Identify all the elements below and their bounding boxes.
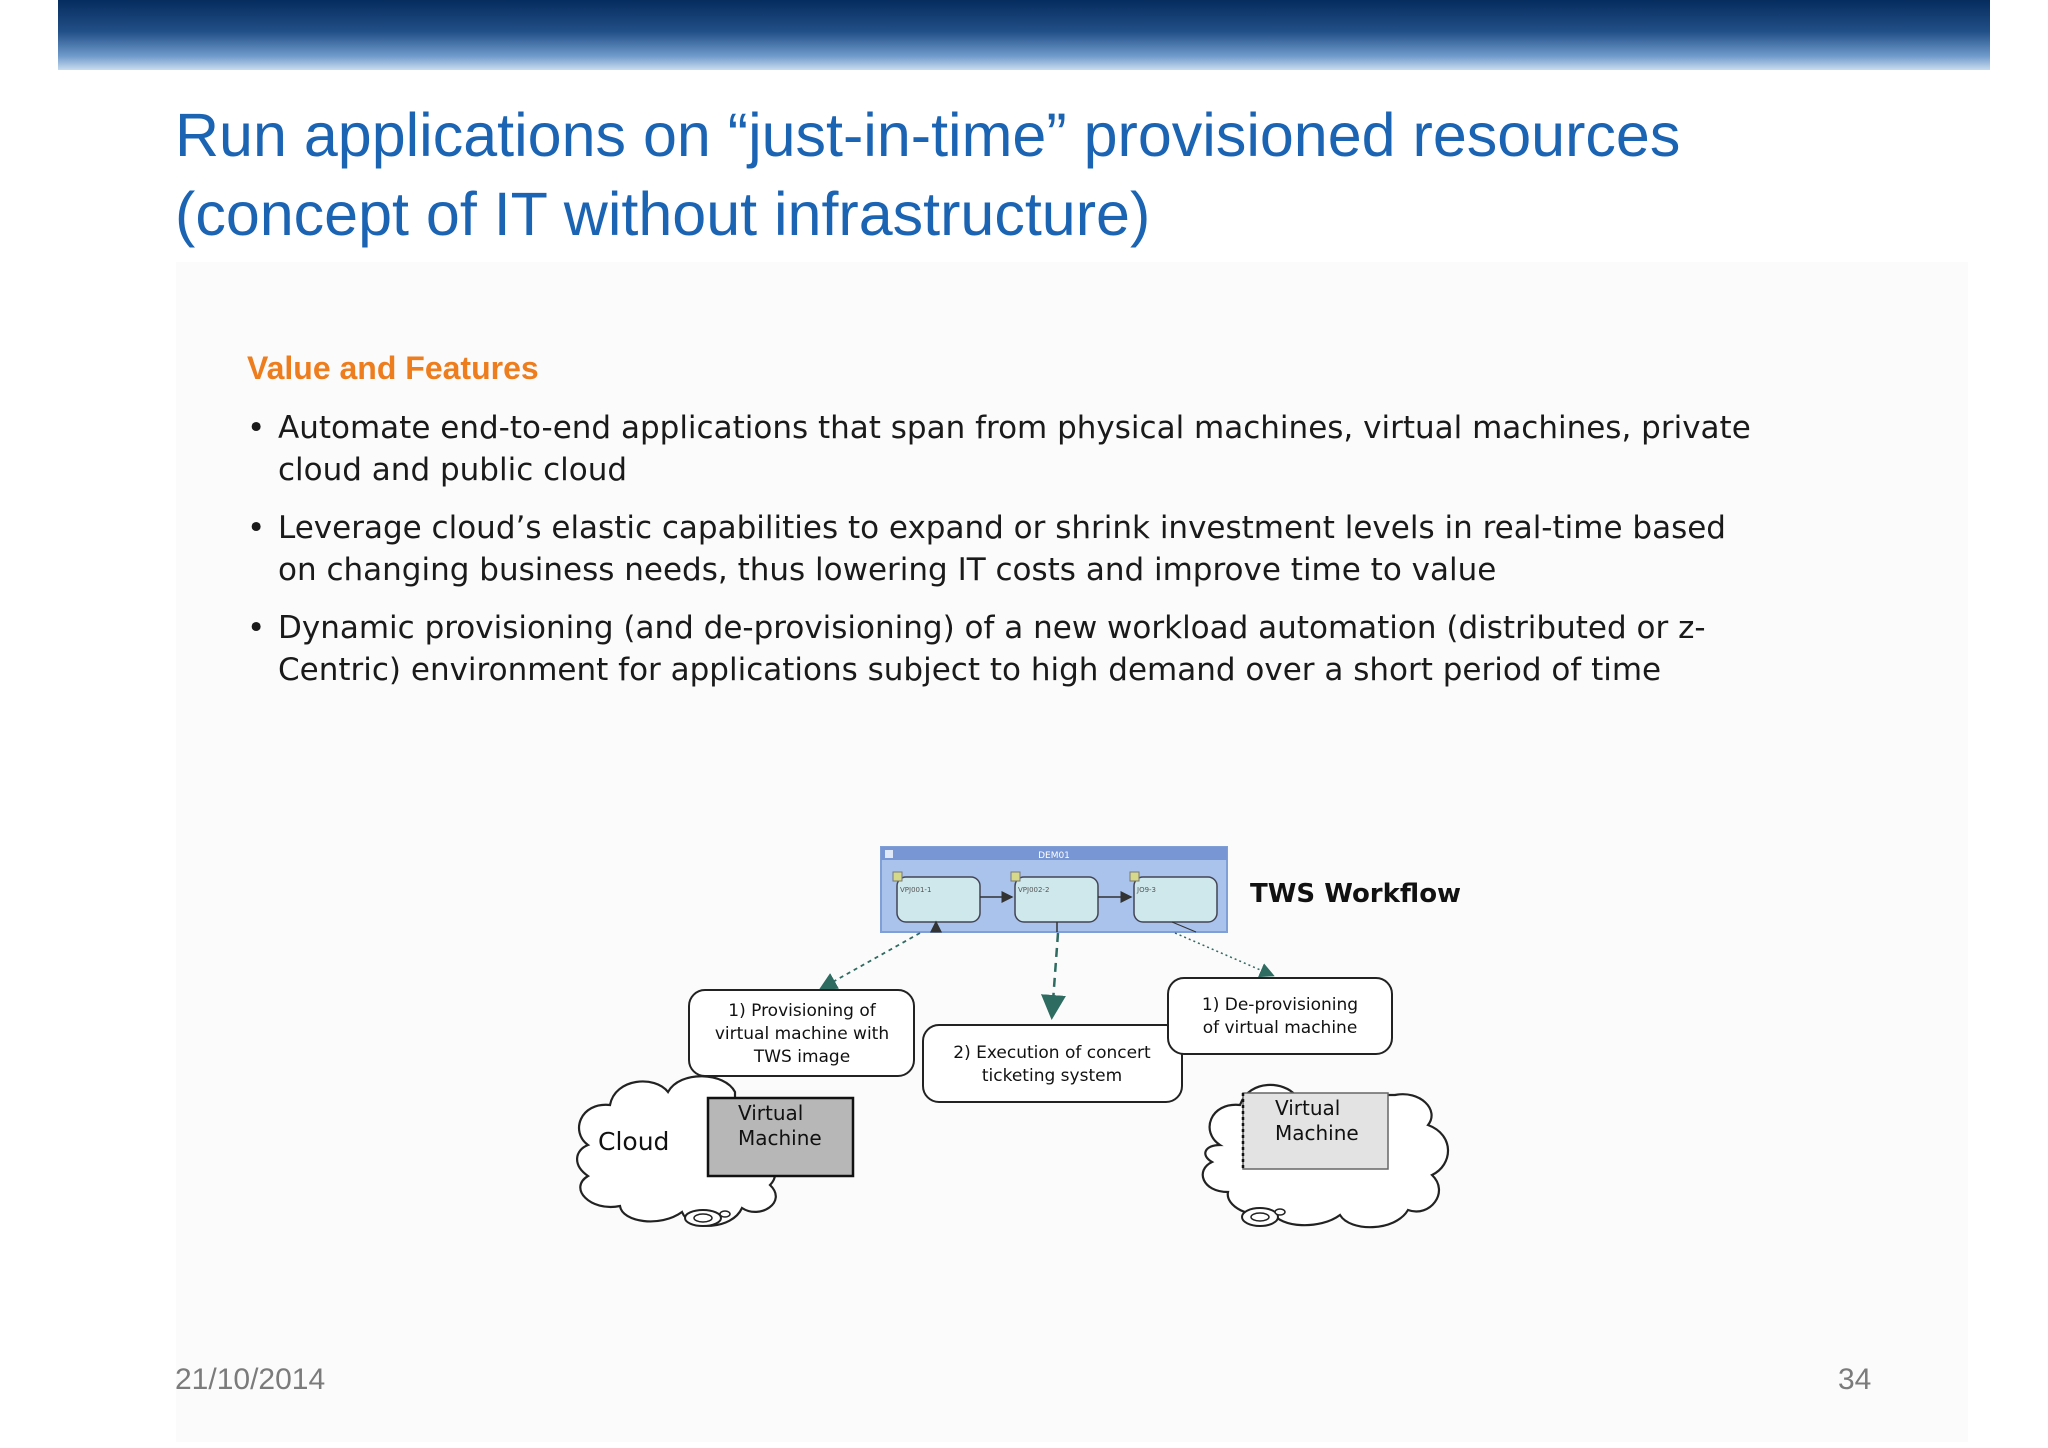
step-provision-text: 1) Provisioning of [728, 1001, 876, 1021]
bullet-icon: • [247, 610, 266, 646]
provision-connector [822, 933, 920, 988]
tws-workflow-diagram [560, 840, 1460, 1265]
execution-connector [1052, 933, 1058, 1015]
bullet-list [247, 407, 1767, 707]
step-deprovision-box [1168, 978, 1392, 1054]
job-label: VPJ002-2 [1018, 886, 1050, 894]
job-status-icon [893, 872, 902, 881]
bullet-icon: • [247, 510, 266, 546]
workflow-window [881, 847, 1227, 932]
workflow-window-title: DEM01 [1038, 851, 1070, 861]
step-provision-box [689, 990, 914, 1076]
job-node[interactable] [1134, 877, 1217, 922]
bullet-text: Dynamic provisioning (and de-provisioning) of a new workload automation (distributed or z-Centric) environment for applications subject to high demand over a short period of time [278, 610, 1706, 688]
bullet-text: Automate end-to-end applications that span from physical machines, virtual machines, private cloud and public cloud [278, 410, 1751, 488]
virtual-machine-icon [708, 1098, 853, 1176]
job-node[interactable] [1015, 877, 1098, 922]
workflow-label: TWS Workflow [1250, 879, 1460, 909]
vm-label: Machine [738, 1126, 822, 1150]
step-provision-text: virtual machine with [714, 1024, 890, 1044]
collapse-icon[interactable] [885, 850, 893, 858]
job-node[interactable] [897, 877, 980, 922]
bullet-item [247, 507, 1767, 591]
job-label: VPJ001-1 [900, 886, 932, 894]
step-deprovision-text: of virtual machine [1202, 1018, 1358, 1038]
job-status-icon [1130, 872, 1139, 881]
bullet-icon: • [247, 410, 266, 446]
bullet-item [247, 407, 1767, 491]
bullet-item [247, 607, 1767, 691]
step-provision-text: TWS image [753, 1047, 851, 1067]
virtual-machine-icon [1243, 1093, 1388, 1169]
step-execution-box [923, 1025, 1182, 1102]
vm-label: Virtual [1275, 1096, 1341, 1120]
step-execution-text: 2) Execution of concert [953, 1043, 1151, 1063]
vm-label: Machine [1275, 1121, 1359, 1145]
vm-label: Virtual [738, 1101, 804, 1125]
job-status-icon [1011, 872, 1020, 881]
footer-date: 21/10/2014 [175, 1363, 326, 1396]
job-label: JO9-3 [1137, 886, 1157, 894]
step-execution-text: ticketing system [981, 1066, 1123, 1086]
header-banner [58, 0, 1990, 70]
bullet-text: Leverage cloud’s elastic capabilities to expand or shrink investment levels in real-time based on changing business needs, thus lowering IT costs and improve time to value [278, 510, 1726, 588]
slide-title-line-2: (concept of IT without infrastructure) [175, 180, 1151, 248]
step-deprovision-text: 1) De-provisioning [1201, 995, 1359, 1015]
slide-title [175, 96, 1975, 254]
cloud-label: Cloud [598, 1127, 670, 1156]
deprovision-connector [1175, 933, 1272, 975]
page-number: 34 [1838, 1363, 1872, 1396]
section-heading: Value and Features [247, 350, 539, 386]
slide-title-line-1: Run applications on “just-in-time” provisioned resources [175, 101, 1681, 169]
